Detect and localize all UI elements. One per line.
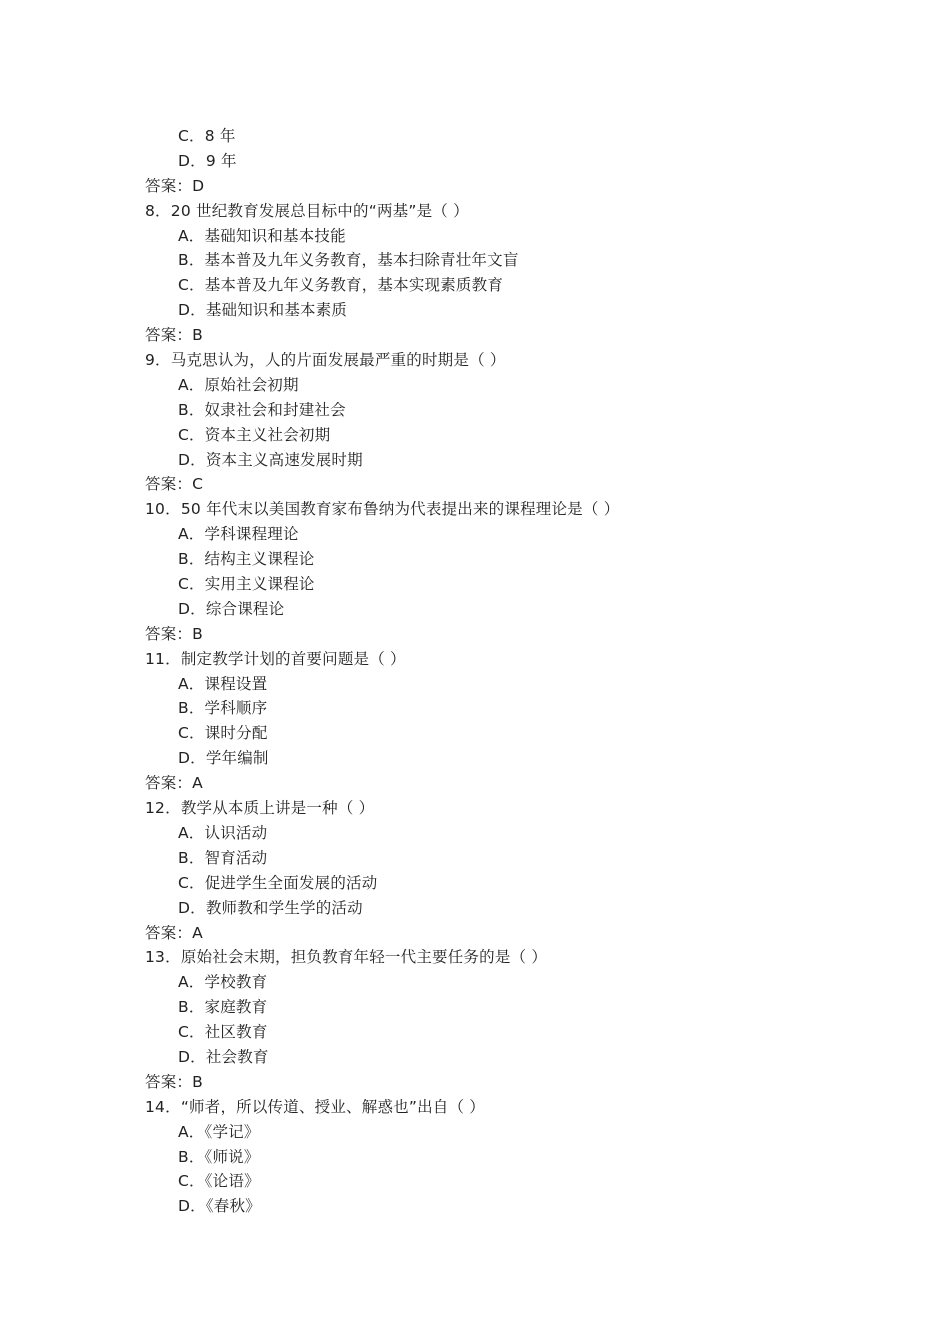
- question-line: 9．马克思认为，人的片面发展最严重的时期是（ ）: [145, 351, 506, 370]
- option-line: B．《师说》: [178, 1147, 260, 1166]
- option-line: D．社会教育: [178, 1047, 269, 1066]
- option-line: A．学科课程理论: [178, 525, 299, 544]
- option-line: A．《学记》: [178, 1122, 260, 1141]
- option-line: C．社区教育: [178, 1023, 268, 1042]
- option-line: B．奴隶社会和封建社会: [178, 400, 346, 419]
- answer-line: 答案：A: [145, 923, 203, 942]
- option-line: A．认识活动: [178, 823, 268, 842]
- option-line: D．学年编制: [178, 749, 269, 768]
- option-line: C．资本主义社会初期: [178, 425, 331, 444]
- option-line: C．实用主义课程论: [178, 575, 315, 594]
- option-line: C．8 年: [178, 127, 236, 145]
- option-line: B．学科顺序: [178, 699, 268, 718]
- option-line: A．学校教育: [178, 973, 268, 992]
- option-line: C．《论语》: [178, 1172, 260, 1191]
- question-line: 12．教学从本质上讲是一种（ ）: [145, 799, 375, 818]
- answer-line: 答案：D: [145, 176, 205, 195]
- option-line: D．教师教和学生学的活动: [178, 898, 363, 917]
- answer-line: 答案：A: [145, 774, 203, 793]
- option-line: A．课程设置: [178, 674, 268, 693]
- option-line: C．促进学生全面发展的活动: [178, 873, 378, 892]
- option-line: B．基本普及九年义务教育，基本扫除青壮年文盲: [178, 251, 519, 270]
- answer-line: 答案：C: [145, 475, 204, 494]
- option-line: D．基础知识和基本素质: [178, 301, 348, 320]
- option-line: B．智育活动: [178, 848, 268, 867]
- answer-line: 答案：B: [145, 624, 203, 643]
- option-line: D．综合课程论: [178, 599, 285, 618]
- answer-line: 答案：B: [145, 326, 203, 345]
- option-line: D．资本主义高速发展时期: [178, 450, 363, 469]
- document-page: [0, 124, 950, 1219]
- question-line: 11．制定教学计划的首要问题是（ ）: [145, 649, 406, 668]
- option-line: C．基本普及九年义务教育，基本实现素质教育: [178, 276, 504, 295]
- option-line: A．原始社会初期: [178, 375, 299, 394]
- answer-line: 答案：B: [145, 1072, 203, 1091]
- option-line: B．家庭教育: [178, 998, 268, 1017]
- question-line: 8．20 世纪教育发展总目标中的“两基”是（ ）: [145, 201, 469, 220]
- option-line: D．9 年: [178, 151, 237, 170]
- option-line: B．结构主义课程论: [178, 550, 315, 569]
- question-line: 13．原始社会末期，担负教育年轻一代主要任务的是（ ）: [145, 948, 548, 967]
- question-line: 14．“师者，所以传道、授业、解惑也”出自（ ）: [145, 1097, 486, 1116]
- option-line: A．基础知识和基本技能: [178, 226, 346, 245]
- option-line: C．课时分配: [178, 724, 268, 743]
- question-line: 10．50 年代末以美国教育家布鲁纳为代表提出来的课程理论是（ ）: [145, 500, 620, 519]
- option-line: D．《春秋》: [178, 1197, 261, 1216]
